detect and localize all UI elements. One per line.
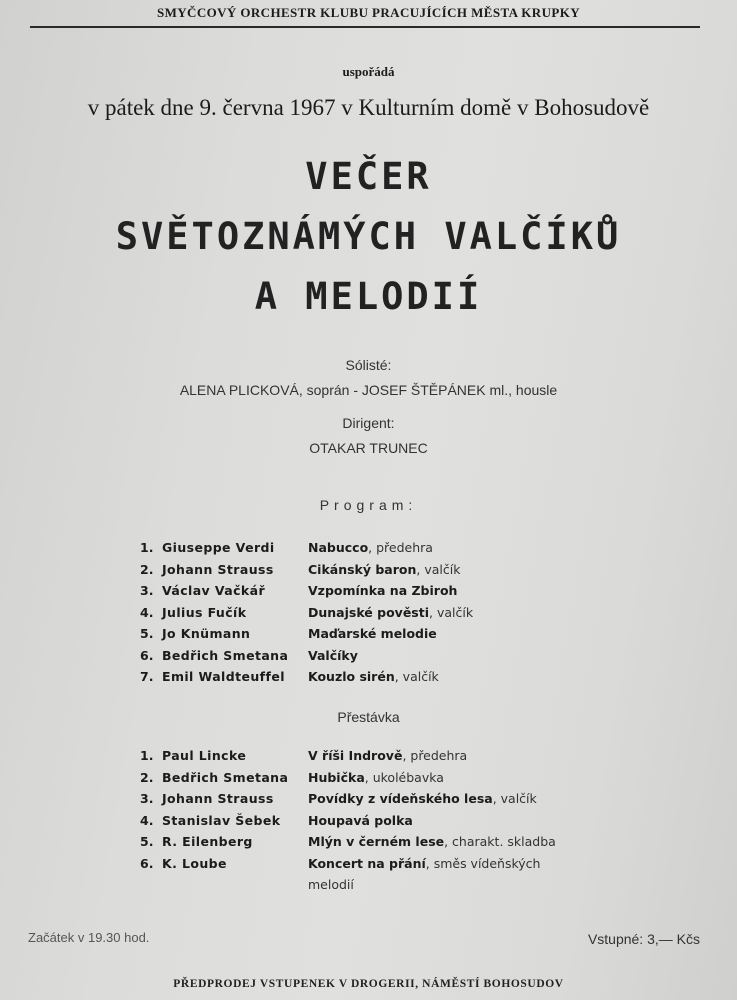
work-title xyxy=(308,626,437,641)
work-name: Kouzlo sirén xyxy=(308,669,395,684)
program-item-continuation: melodií xyxy=(308,877,354,892)
program-item xyxy=(140,648,700,670)
item-number: 4. xyxy=(140,604,154,620)
work-name: Vzpomínka na Zbiroh xyxy=(308,583,458,598)
work-title xyxy=(308,605,473,620)
item-number: 6. xyxy=(140,855,154,871)
work-title xyxy=(308,748,467,763)
work-name: Cikánský baron xyxy=(308,561,417,577)
composer-name: Emil Waldteuffel xyxy=(162,669,285,684)
work-title xyxy=(308,583,457,598)
program-heading: Program: xyxy=(319,497,418,513)
composer-name: R. Eilenberg xyxy=(162,834,253,849)
item-number: 6. xyxy=(140,647,154,663)
title-line-1: VEČER xyxy=(305,155,432,198)
composer-name: Giuseppe Verdi xyxy=(162,540,275,555)
program-part-2 xyxy=(140,748,700,877)
program-item xyxy=(140,626,700,648)
item-number: 4. xyxy=(140,812,154,828)
item-number: 5. xyxy=(140,834,154,849)
work-name: Povídky z vídeňského lesa xyxy=(308,791,493,806)
conductor-name: OTAKAR TRUNEC xyxy=(309,440,428,456)
soloists-label: Sólisté: xyxy=(345,357,392,373)
title-line-2: SVĚTOZNÁMÝCH VALČÍKŮ xyxy=(115,215,622,258)
program-item xyxy=(140,770,700,792)
work-name: Nabucco xyxy=(308,540,369,555)
composer-name: Julius Fučík xyxy=(162,604,247,620)
composer-name: Johann Strauss xyxy=(162,561,274,577)
work-description: , směs vídeňských xyxy=(425,855,541,871)
work-title xyxy=(308,834,556,849)
work-name: Houpavá polka xyxy=(308,812,413,828)
work-title xyxy=(308,813,413,828)
work-name: Valčíky xyxy=(308,647,358,663)
composer-name: Johann Strauss xyxy=(162,791,274,806)
composer-name: Stanislav Šebek xyxy=(162,812,281,828)
work-name: Dunajské pověsti xyxy=(308,604,430,620)
work-title xyxy=(308,669,439,684)
title-line-3: A MELODIÍ xyxy=(254,275,483,318)
work-title xyxy=(308,856,540,871)
program-item xyxy=(140,583,700,605)
work-description: , předehra xyxy=(402,748,468,763)
work-name: Koncert na přání xyxy=(308,855,426,871)
item-number: 2. xyxy=(140,561,154,577)
presale-info: PŘEDPRODEJ VSTUPENEK V DROGERII, NÁMĚSTÍ BOHOSUDOV xyxy=(173,978,564,990)
work-description: , předehra xyxy=(368,540,433,555)
program-part-1 xyxy=(140,540,700,691)
presents-text: uspořádá xyxy=(342,64,395,79)
work-title xyxy=(308,770,444,785)
work-name: Maďarské melodie xyxy=(308,626,437,641)
item-number: 1. xyxy=(140,748,154,763)
conductor-label: Dirigent: xyxy=(342,415,395,431)
item-number: 3. xyxy=(140,791,154,806)
program-item xyxy=(140,748,700,770)
work-description: , valčík xyxy=(429,604,474,620)
program-item xyxy=(140,669,700,691)
composer-name: Jo Knümann xyxy=(162,626,251,641)
work-title xyxy=(308,791,537,806)
item-number: 5. xyxy=(140,626,154,641)
program-item xyxy=(140,856,700,878)
composer-name: Václav Vačkář xyxy=(162,583,266,598)
composer-name: Bedřich Smetana xyxy=(162,647,289,663)
composer-name: K. Loube xyxy=(162,855,227,871)
work-description: , charakt. skladba xyxy=(444,834,556,849)
program-item xyxy=(140,813,700,835)
header-divider xyxy=(30,26,700,28)
date-venue-line: v pátek dne 9. června 1967 v Kulturním domě v Bohosudově xyxy=(87,95,650,120)
program-item xyxy=(140,540,700,562)
item-number: 2. xyxy=(140,769,154,785)
organizer-name: SMYČCOVÝ ORCHESTR KLUBU PRACUJÍCÍCH MĚSTA KRUPKY xyxy=(156,5,581,20)
composer-name: Bedřich Smetana xyxy=(162,769,289,785)
work-description: , valčík xyxy=(394,669,439,684)
program-item xyxy=(140,562,700,584)
work-name: V říši Indrově xyxy=(308,748,403,763)
item-number: 7. xyxy=(140,669,154,684)
admission-price: Vstupné: 3,— Kčs xyxy=(587,931,700,947)
work-title xyxy=(308,562,460,577)
work-description: , valčík xyxy=(492,791,537,806)
item-number: 3. xyxy=(140,583,154,598)
work-name: Mlýn v černém lese xyxy=(308,834,445,849)
work-name: Hubička xyxy=(308,769,365,785)
work-title xyxy=(308,648,358,663)
program-item xyxy=(140,834,700,856)
work-description: , ukolébavka xyxy=(364,769,444,785)
item-number: 1. xyxy=(140,540,154,555)
program-item xyxy=(140,605,700,627)
start-time: Začátek v 19.30 hod. xyxy=(28,930,150,945)
work-description: , valčík xyxy=(416,561,461,577)
composer-name: Paul Lincke xyxy=(162,748,247,763)
work-title xyxy=(308,540,433,555)
program-item xyxy=(140,791,700,813)
soloists-names: ALENA PLICKOVÁ, soprán - JOSEF ŠTĚPÁNEK ml., housle xyxy=(179,382,558,398)
intermission-label: Přestávka xyxy=(337,709,400,725)
